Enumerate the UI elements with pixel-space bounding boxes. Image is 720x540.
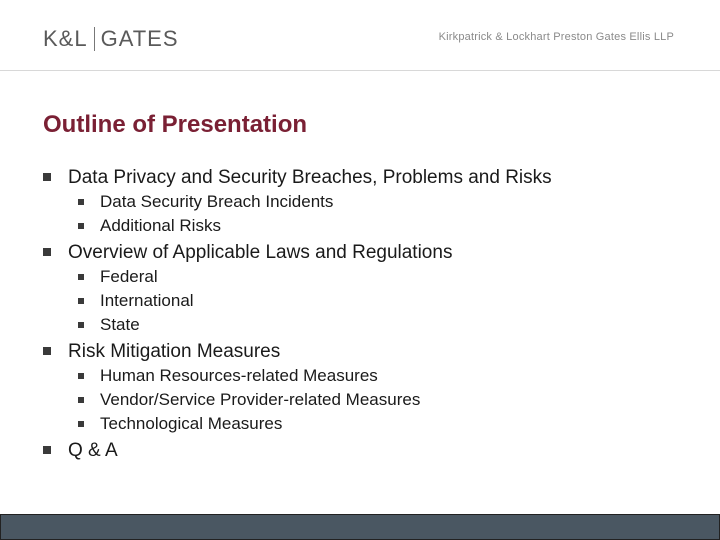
logo-left-text: K&L — [43, 26, 88, 51]
list-item — [78, 190, 552, 214]
square-bullet-icon — [78, 223, 84, 229]
subitem-list — [43, 265, 552, 337]
list-item — [78, 265, 552, 289]
list-item-label: Vendor/Service Provider-related Measures — [100, 390, 421, 409]
square-bullet-icon — [43, 446, 51, 454]
list-item — [78, 388, 552, 412]
list-item — [78, 412, 552, 436]
outline-section — [43, 340, 552, 436]
list-item-label: Data Security Breach Incidents — [100, 192, 334, 211]
kl-gates-logo — [43, 26, 179, 52]
slide-title: Outline of Presentation — [43, 111, 308, 138]
footer-bar — [0, 514, 720, 540]
logo-right-text: GATES — [100, 26, 179, 51]
section-label: Overview of Applicable Laws and Regulations — [68, 242, 453, 263]
firm-name: Kirkpatrick & Lockhart Preston Gates Ellis LLP — [438, 31, 674, 43]
list-item — [78, 364, 552, 388]
list-item-label: International — [100, 291, 194, 310]
section-heading — [43, 340, 552, 364]
list-item-label: Additional Risks — [100, 216, 221, 235]
subitem-list — [43, 364, 552, 436]
section-heading — [43, 439, 552, 463]
list-item — [78, 214, 552, 238]
header-divider — [0, 70, 720, 71]
section-label: Risk Mitigation Measures — [68, 341, 281, 362]
section-heading — [43, 166, 552, 190]
outline-section — [43, 241, 552, 337]
list-item-label: State — [100, 315, 140, 334]
logo-divider — [94, 27, 95, 51]
square-bullet-icon — [78, 298, 84, 304]
square-bullet-icon — [78, 322, 84, 328]
outline-section — [43, 166, 552, 238]
square-bullet-icon — [78, 373, 84, 379]
square-bullet-icon — [78, 199, 84, 205]
list-item — [78, 313, 552, 337]
list-item-label: Federal — [100, 267, 158, 286]
list-item-label: Human Resources-related Measures — [100, 366, 378, 385]
square-bullet-icon — [43, 248, 51, 256]
list-item — [78, 289, 552, 313]
square-bullet-icon — [43, 173, 51, 181]
square-bullet-icon — [78, 274, 84, 280]
section-label: Data Privacy and Security Breaches, Problems and Risks — [68, 167, 552, 188]
section-label: Q & A — [68, 440, 118, 461]
section-heading — [43, 241, 552, 265]
list-item-label: Technological Measures — [100, 414, 283, 433]
outline-list — [43, 163, 552, 463]
outline-section — [43, 439, 552, 463]
square-bullet-icon — [78, 397, 84, 403]
square-bullet-icon — [78, 421, 84, 427]
square-bullet-icon — [43, 347, 51, 355]
subitem-list — [43, 190, 552, 238]
